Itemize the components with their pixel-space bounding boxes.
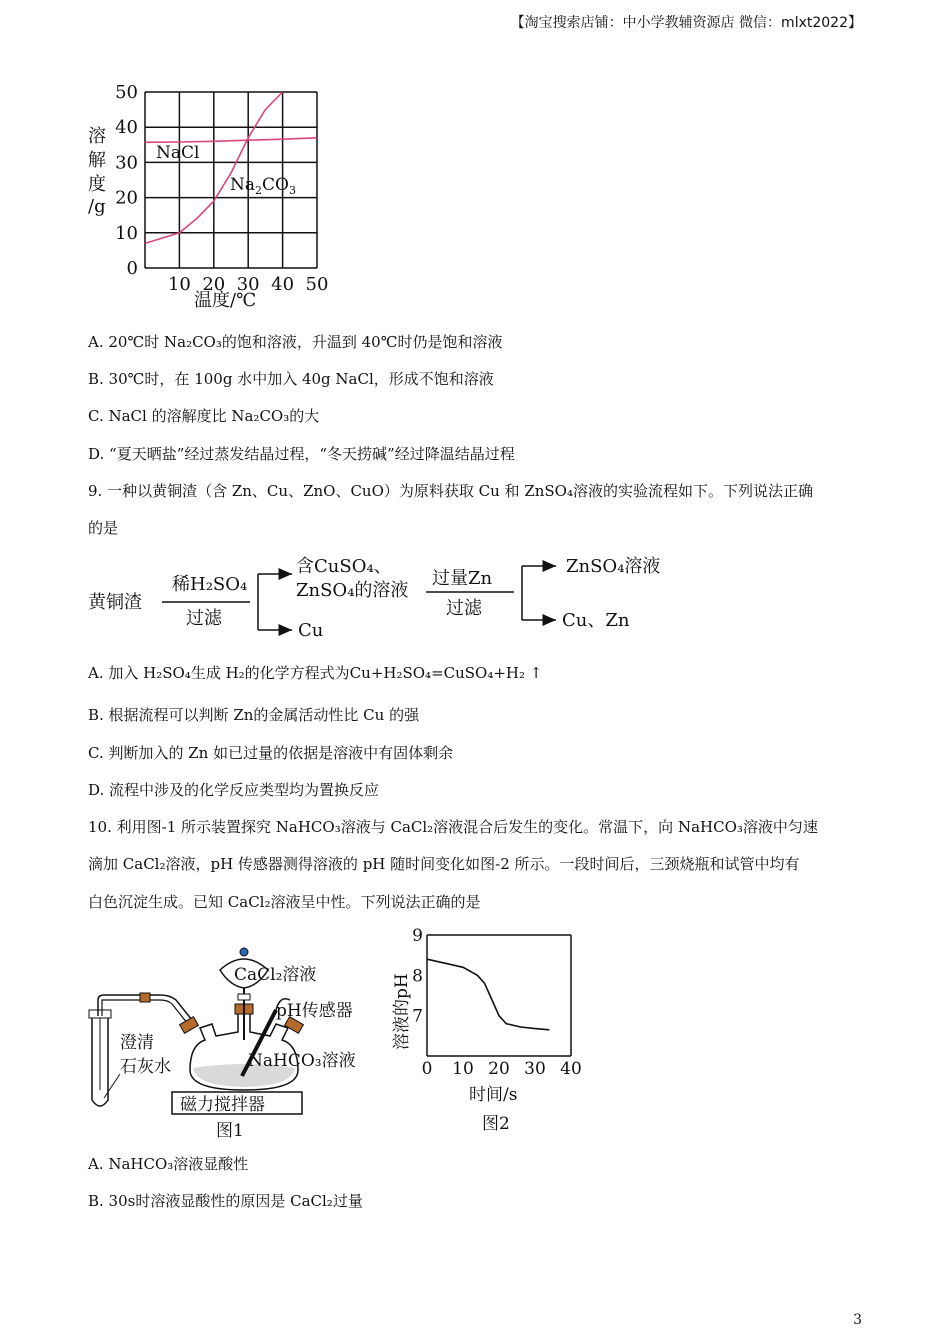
cacl2-label: CaCl₂溶液 xyxy=(234,965,317,985)
x-tick-label: 20 xyxy=(202,274,226,295)
q9-stem-line2: 的是 xyxy=(88,519,119,537)
fig1-caption: 图1 xyxy=(216,1121,244,1140)
y-tick-label: 10 xyxy=(115,222,138,244)
flow-step1-top: 稀H₂SO₄ xyxy=(172,574,248,595)
ph-x-tick-label: 30 xyxy=(524,1059,546,1079)
page-number: 3 xyxy=(853,1312,862,1328)
q9-option-b: B. 根据流程可以判断 Zn的金属活动性比 Cu 的强 xyxy=(88,706,420,724)
funnel-stopper xyxy=(240,948,248,956)
limewater-label-2: 石灰水 xyxy=(120,1057,171,1077)
delivery-tube-inner xyxy=(102,1000,188,1024)
na2co3-label: $Na_2CO_3$ xyxy=(230,175,296,197)
y-tick-label: 0 xyxy=(126,258,138,279)
nacl-label: NaCl xyxy=(156,143,200,163)
y-axis-char-4: /g xyxy=(88,196,106,217)
stopper-left xyxy=(180,1017,199,1034)
fig2-caption: 图2 xyxy=(482,1114,510,1134)
q9-option-d: D. 流程中涉及的化学反应类型均为置换反应 xyxy=(88,781,380,799)
solubility-chart xyxy=(80,78,340,318)
apparatus-figure xyxy=(80,940,380,1140)
funnel-stopcock xyxy=(238,994,250,1000)
y-tick-label: 20 xyxy=(115,187,138,209)
q9-stem-line1: 9. 一种以黄铜渣（含 Zn、Cu、ZnO、CuO）为原料获取 Cu 和 ZnSO₄溶液的实验流程如下。下列说法正确 xyxy=(88,482,813,500)
q10-option-b: B. 30s时溶液显酸性的原因是 CaCl₂过量 xyxy=(88,1192,363,1210)
flow-mid-line1: 含CuSO₄、 xyxy=(296,556,392,577)
series-line-NaCl xyxy=(145,138,317,143)
q9-option-c: C. 判断加入的 Zn 如已过量的依据是溶液中有固体剩余 xyxy=(88,744,454,762)
flow-step2-top: 过量Zn xyxy=(432,568,493,589)
limewater-label-1: 澄清 xyxy=(120,1033,154,1053)
q10-stem-line2: 滴加 CaCl₂溶液，pH 传感器测得溶液的 pH 随时间变化如图-2 所示。一段时间后，三颈烧瓶和试管中均有 xyxy=(88,855,800,873)
y-tick-label: 50 xyxy=(115,82,138,103)
x-tick-label: 40 xyxy=(271,274,295,295)
solubility-lines xyxy=(145,92,317,243)
x-axis-label: 温度/℃ xyxy=(194,290,257,311)
flow-step2-bottom: 过滤 xyxy=(446,598,482,619)
ph-line xyxy=(427,959,549,1030)
q10-option-a: A. NaHCO₃溶液显酸性 xyxy=(88,1155,249,1173)
ph-axes xyxy=(427,935,571,1056)
q10-stem-line1: 10. 利用图-1 所示装置探究 NaHCO₃溶液与 CaCl₂溶液混合后发生的变化。常温下，向 NaHCO₃溶液中匀速 xyxy=(88,818,818,836)
ph-x-tick-label: 20 xyxy=(488,1059,510,1079)
q10-stem-line3: 白色沉淀生成。已知 CaCl₂溶液呈中性。下列说法正确的是 xyxy=(88,893,481,911)
x-tick-label: 10 xyxy=(167,274,191,295)
q8-option-b: B. 30℃时，在 100g 水中加入 40g NaCl，形成不饱和溶液 xyxy=(88,370,494,388)
q8-option-d: D. “夏天晒盐”经过蒸发结晶过程，“冬天捞碱”经过降温结晶过程 xyxy=(88,445,515,463)
rubber-connector xyxy=(140,993,150,1002)
x-tick-label: 30 xyxy=(236,274,260,295)
page-header: 【淘宝搜索店铺：中小学教辅资源店 微信：mlxt2022】 xyxy=(510,15,862,31)
flow-start: 黄铜渣 xyxy=(88,592,142,613)
ph-x-tick-label: 40 xyxy=(560,1059,582,1079)
ph-series-line xyxy=(427,959,549,1030)
flow-step1-bottom: 过滤 xyxy=(186,608,222,629)
test-tube-stopper xyxy=(89,1010,111,1018)
x-tick-label: 50 xyxy=(305,274,329,295)
y-axis-char-1: 溶 xyxy=(88,126,106,147)
nahco3-label: NaHCO₃溶液 xyxy=(248,1051,356,1071)
flow-solid1: Cu xyxy=(298,620,324,641)
stirrer-label: 磁力搅拌器 xyxy=(180,1095,265,1115)
flow-end2: Cu、Zn xyxy=(562,610,630,631)
flow-mid-line2: ZnSO₄的溶液 xyxy=(296,580,409,601)
y-tick-label: 30 xyxy=(115,152,138,174)
ph-x-tick-label: 0 xyxy=(421,1059,433,1079)
q9-option-a: A. 加入 H₂SO₄生成 H₂的化学方程式为Cu+H₂SO₄=CuSO₄+H₂ ↑ xyxy=(88,664,543,682)
flow-end1: ZnSO₄溶液 xyxy=(566,556,661,577)
limewater-pointer xyxy=(104,1074,120,1098)
ph-y-tick-label: 9 xyxy=(412,926,423,946)
q9-flow-diagram xyxy=(80,548,720,648)
ph-sensor-label: pH传感器 xyxy=(276,1001,353,1021)
ph-chart xyxy=(385,925,585,1140)
ph-x-label: 时间/s xyxy=(469,1085,518,1105)
y-tick-label: 40 xyxy=(115,117,138,139)
ph-y-tick-label: 8 xyxy=(412,966,423,987)
q8-option-c: C. NaCl 的溶解度比 Na₂CO₃的大 xyxy=(88,407,320,425)
y-axis-char-3: 度 xyxy=(88,174,106,195)
q8-option-a: A. 20℃时 Na₂CO₃的饱和溶液，升温到 40℃时仍是饱和溶液 xyxy=(88,333,503,351)
y-axis-char-2: 解 xyxy=(88,150,106,171)
ph-y-label: 溶液的pH xyxy=(392,973,412,1050)
ph-y-tick-label: 7 xyxy=(412,1006,423,1027)
ph-x-tick-label: 10 xyxy=(452,1059,474,1079)
